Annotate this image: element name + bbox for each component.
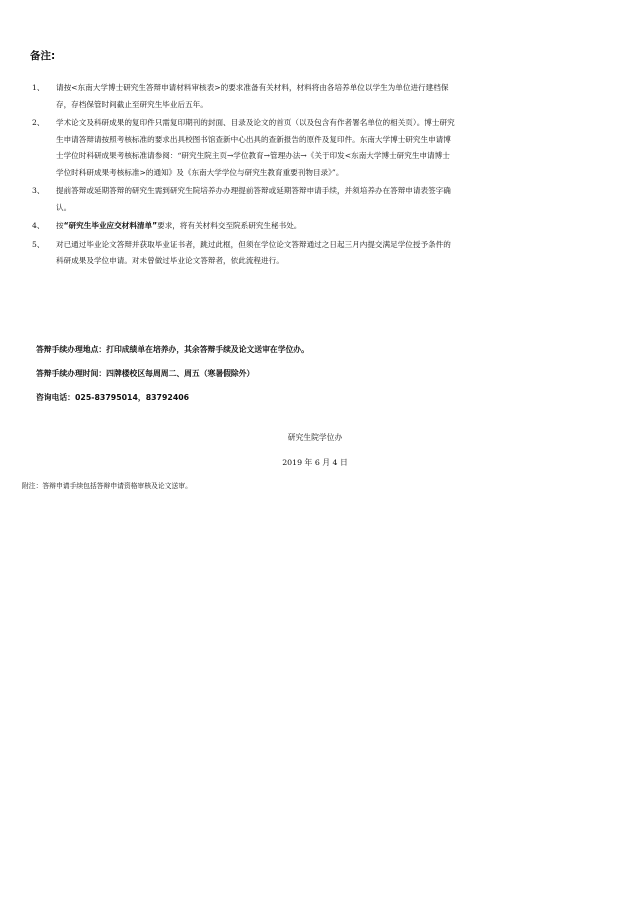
note-text: 学术论文及科研成果的复印件只需复印期刊的封面、目录及论文的首页（以及包含有作者署名单位的相关页）。博士研究生申请答辩请按照考核标准的要求出具校图书馆查新中心出具的查新报告的原件及复印件。东南大学博士研究生申请博士学位时科研成果考核标准请参阅：“研究生院主页→学位教育→管理办法→《关于印发<东南大学博士研究生申请博士学位时科研成果考核标准>的通知》及《东南大学学位与研究生教育重要刊物目录》”。 bbox=[56, 118, 455, 177]
note-text: 请按<东南大学博士研究生答辩申请材料审核表>的要求准备有关材料，材料将由各培养单位以学生为单位进行建档保存，存档保管时间截止至研究生毕业后五年。 bbox=[56, 83, 449, 109]
procedure-location: 答辩手续办理地点：打印成绩单在培养办，其余答辩手续及论文送审在学位办。 bbox=[36, 345, 309, 354]
footnote: 附注：答辩申请手续包括答辩申请资格审核及论文送审。 bbox=[22, 482, 192, 490]
note-number: 4、 bbox=[32, 221, 45, 230]
note-number: 1、 bbox=[32, 83, 45, 92]
note-number: 5、 bbox=[32, 239, 45, 249]
note-item-5 bbox=[32, 237, 457, 270]
note-number: 2、 bbox=[32, 118, 45, 127]
note-text-pre: 按 bbox=[56, 221, 64, 230]
issue-date: 2019 年 6 月 4 日 bbox=[282, 458, 348, 467]
note-text-post: 要求，将有关材料交至院系研究生秘书处。 bbox=[157, 221, 302, 230]
note-number: 3、 bbox=[32, 186, 45, 195]
issuing-office: 研究生院学位办 bbox=[287, 433, 343, 442]
note-text: 提前答辩或延期答辩的研究生需到研究生院培养办办理提前答辩或延期答辩申请手续，并须培养办在答辩申请表签字确认。 bbox=[56, 186, 451, 212]
notes-list bbox=[32, 80, 457, 272]
note-item-1 bbox=[32, 80, 457, 113]
note-text: 对已通过毕业论文答辩并获取毕业证书者，跳过此框，但须在学位论文答辩通过之日起三月内提交满足学位授予条件的科研成果及学位申请。对未曾做过毕业论文答辩者，依此流程进行。 bbox=[56, 239, 451, 265]
remarks-heading: 备注: bbox=[30, 50, 56, 62]
note-item-2 bbox=[32, 115, 457, 181]
procedure-time: 答辩手续办理时间：四牌楼校区每周周二、周五（寒暑假除外） bbox=[36, 369, 255, 378]
note-item-3 bbox=[32, 183, 457, 216]
note-text-bold: “研究生毕业应交材料清单” bbox=[63, 221, 158, 230]
note-item-4 bbox=[32, 218, 457, 235]
contact-phone: 咨询电话：025-83795014，83792406 bbox=[36, 393, 190, 402]
